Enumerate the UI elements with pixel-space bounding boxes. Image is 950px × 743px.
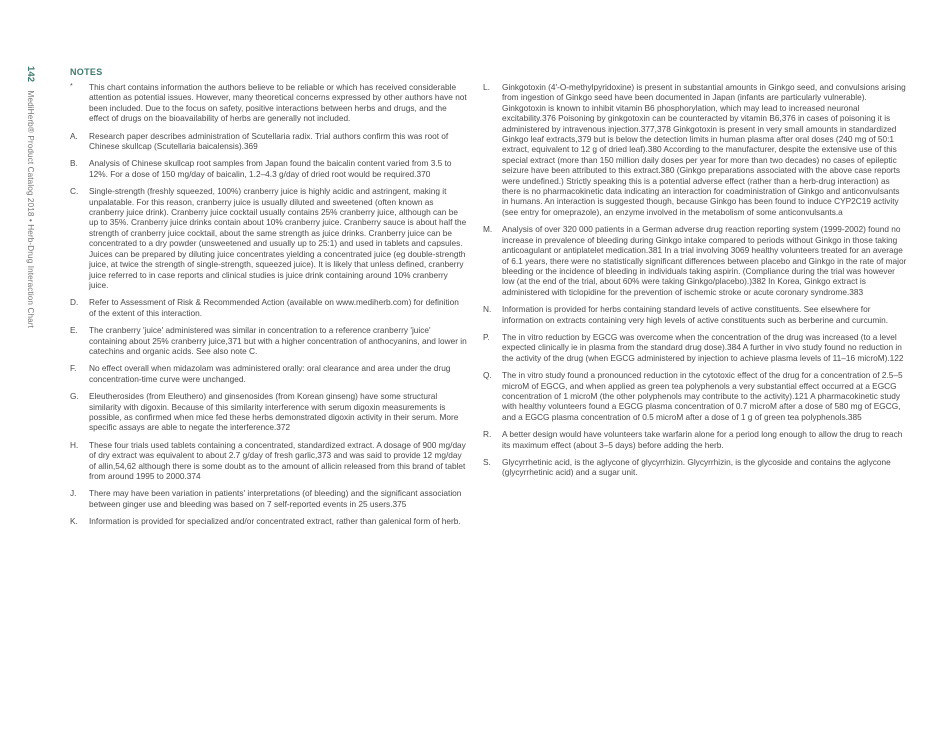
note-text: Glycyrrhetinic acid, is the aglycone of glycyrrhizin. Glycyrrhizin, is the glycoside and contains the aglycone (glycyrrhetinic acid) and a sugar unit. — [502, 457, 891, 478]
note-text: Information is provided for herbs containing standard levels of active constituents. See elsewhere for information on extracts containing very high levels of active constituents such as berberine and curcumin. — [502, 304, 889, 325]
note-label: A. — [70, 130, 78, 141]
note-label: H. — [70, 439, 79, 450]
note-text: These four trials used tablets containing a concentrated, standardized extract. A dosage of 900 mg/day of dry extract was equivalent to about 2.7 g/day of fresh garlic,373 and was said to provide 12 mg/day of allin,54,62 although there is some doubt as to the amount of allicin released from this brand of tablet from around 1995 to 2000.374 — [89, 439, 466, 481]
note-label: G. — [70, 391, 79, 402]
notes-left-column — [70, 82, 468, 534]
running-title: MediHerb® Product Catalog 2018 • Herb-Drug Interaction Chart — [26, 90, 35, 328]
notes-right-column — [483, 82, 908, 485]
note-text: Ginkgotoxin (4'-O-methylpyridoxine) is present in substantial amounts in Ginkgo seed, and convulsions arising from ingestion of Ginkgo seed have been documented in Japan (infants are particularly vulnerable). Ginkgotoxin is known to inhibit vitamin B6 phosphorylation, which may lead to increased neuronal excitability.376 Poisoning by ginkgotoxin can be counteracted by vitamin B6,376 in cases of poisoning it is administered by intravenous injection.377,378 Ginkgotoxin is present in very small amounts in standardized Ginkgo leaf extracts,379 but is below the detection limits in human plasma after oral doses (240 mg of 50:1 extract, equivalent to 12 g of dried leaf).380 According to the manufacturer, despite the extensive use of this special extract (more than 150 million daily doses per year for more than two decades) no cases of epileptic seizure have been attributed to this extract.380 (Ginkgo preparations associated with the above case reports were undefined.) Strictly speaking this is a potential adverse effect (rather than a herb-drug interaction) as there is no pharmacokinetic data indicating an interaction for coadministration of Ginkgo and anticonvulsants in humans. An interaction is suggested though, because Ginkgo has been found to induce CYP2C19 activity (see entry for omeprazole), an enzyme involved in the metabolism of some anticonvulsants.a — [502, 82, 906, 217]
note-text: There may have been variation in patients' interpretations (of bleeding) and the significant association between ginger use and bleeding was based on 7 self-reported events in 25 users.375 — [89, 488, 462, 509]
note-label: R. — [483, 429, 492, 440]
note-label: * — [70, 83, 73, 90]
note-q — [483, 370, 908, 422]
note-l — [483, 82, 908, 217]
note-text: No effect overall when midazolam was administered orally: oral clearance and area under the drug concentration-time curve were unchanged. — [89, 363, 451, 384]
note-j — [70, 488, 468, 509]
note-label: C. — [70, 186, 79, 197]
note-text: Analysis of over 320 000 patients in a German adverse drug reaction reporting system (1999-2002) found no increase in prevalence of bleeding during Ginkgo intake compared to periods without Ginkgo in those taking anticoagulant or antiplatelet medication.381 In a trial involving 3069 healthy volunteers treated for an average of 6.1 years, there were no statistically significant differences between placebo and Ginkgo in the rate of major bleeding or the incidence of bleeding in individuals taking aspirin. (Compliance during the trial was however low (at the end of the trial, about 60% were taking Ginkgo/placebo).)382 In Korea, Ginkgo extract is administered with ticlopidine for the prevention of ischemic stroke or acute coronary syndrome.383 — [502, 224, 907, 297]
note-label: P. — [483, 331, 490, 342]
note-e — [70, 325, 468, 356]
note-label: N. — [483, 304, 492, 315]
note-text: The cranberry 'juice' administered was similar in concentration to a reference cranberry 'juice' containing about 25% cranberry juice,371 but with a higher concentration of anthocyanins, and lower in catechins and organic acids. See also note C. — [89, 325, 467, 356]
note-text: A better design would have volunteers take warfarin alone for a period long enough to allow the drug to reach its maximum effect (about 3–5 days) before adding the herb. — [502, 429, 903, 450]
note-asterisk — [70, 82, 468, 124]
note-label: B. — [70, 158, 78, 169]
note-label: L. — [483, 82, 490, 92]
note-text: Research paper describes administration of Scutellaria radix. Trial authors confirm this was root of Chinese skullcap (Scutellaria baicalensis).369 — [89, 130, 449, 152]
note-r — [483, 429, 908, 450]
note-s — [483, 457, 908, 478]
note-c — [70, 186, 468, 290]
note-label: K. — [70, 516, 78, 527]
sidebar-running-text — [25, 66, 36, 328]
note-label: D. — [70, 297, 79, 308]
note-text: Refer to Assessment of Risk & Recommended Action (available on www.mediherb.com) for definition of the extent of this interaction. — [89, 297, 459, 318]
note-k — [70, 516, 468, 526]
note-text: Eleutherosides (from Eleuthero) and ginsenosides (from Korean ginseng) have some structural similarity with digoxin. Because of this similarity interference with serum digoxin measurements is possible, as confirmed when mice fed these herbs demonstrated digoxin activity in their serum. More specific assays are able to negate the interference.372 — [89, 391, 459, 433]
note-text: Information is provided for specialized and/or concentrated extract, rather than galenical form of herb. — [89, 516, 461, 527]
notes-heading: NOTES — [70, 67, 103, 77]
note-text: Single-strength (freshly squeezed, 100%) cranberry juice is highly acidic and astringent, making it unpalatable. For this reason, cranberry juice is usually diluted and sweetened (often known as cranberry juice drink). Cranberry juice cocktail usually contains 25% cranberry juice, although can be up to 35%. Cranberry juice drinks contain about 10% cranberry juice. Cranberry sauce is about half the strength of cranberry juice cocktail, about the same strength as juice drinks. Cranberry juice can be concentrated to a dry powder (unsweetened and usually up to 25:1) and used in tablets and capsules. Juices can be prepared by diluting juice concentrates yielding a concentrated juice (eg double-strength juice, at twice the strength of single-strength, squeezed juice). It is likely that unless defined, cranberry juice referred to in case reports and clinical studies is juice drink containing around 10% cranberry juice. — [89, 186, 467, 290]
note-f — [70, 363, 468, 384]
note-p — [483, 332, 908, 363]
note-label: J. — [70, 488, 77, 499]
note-n — [483, 304, 908, 325]
note-text: Analysis of Chinese skullcap root samples from Japan found the baicalin content varied from 3.5 to 12%. For a dose of 150 mg/day of baicalin, 1.2–4.3 g/day of dried root would be required.370 — [89, 158, 452, 179]
note-label: M. — [483, 224, 493, 235]
note-m — [483, 224, 908, 297]
note-h — [70, 440, 468, 482]
note-b — [70, 158, 468, 179]
note-text: The in vitro reduction by EGCG was overcome when the concentration of the drug was increased (to a level expected clinically ie in plasma from the standard drug dose).384 A further in vivo study found no reduction in the activity of the drug (when EGCG administered by injection to achieve plasma levels of 11–16 microM).122 — [502, 331, 904, 363]
page-sidebar — [18, 66, 38, 666]
note-text: The in vitro study found a pronounced reduction in the cytotoxic effect of the drug for a concentration of 2.5–5 microM of EGCG, and when applied as green tea polyphenols a very substantial effect occurred at a EGCG concentration of 1 microM (the other polyphenols may contribute to the activity).121 A pharmacokinetic study with healthy volunteers found a EGCG plasma concentration of 0.7 microM after a dose of 580 mg of EGCG, and a EGCG plasma concentration of 0.5 microM after a dose of 1 g of green tea polyphenols.385 — [502, 370, 903, 422]
note-text: This chart contains information the authors believe to be reliable or which has received considerable attention as potential issues. However, many theoretical concerns expressed by other authors have not been included. Due to the focus on safety, positive interactions between herbs and drugs, and the effect of drugs on the bioavailability of herbs are generally not included. — [89, 82, 467, 124]
note-label: S. — [483, 457, 491, 467]
note-label: F. — [70, 363, 77, 374]
note-label: E. — [70, 325, 78, 336]
note-g — [70, 391, 468, 433]
note-a — [70, 131, 468, 152]
note-label: Q. — [483, 370, 492, 381]
page-number: 142 — [25, 66, 36, 83]
note-d — [70, 297, 468, 318]
